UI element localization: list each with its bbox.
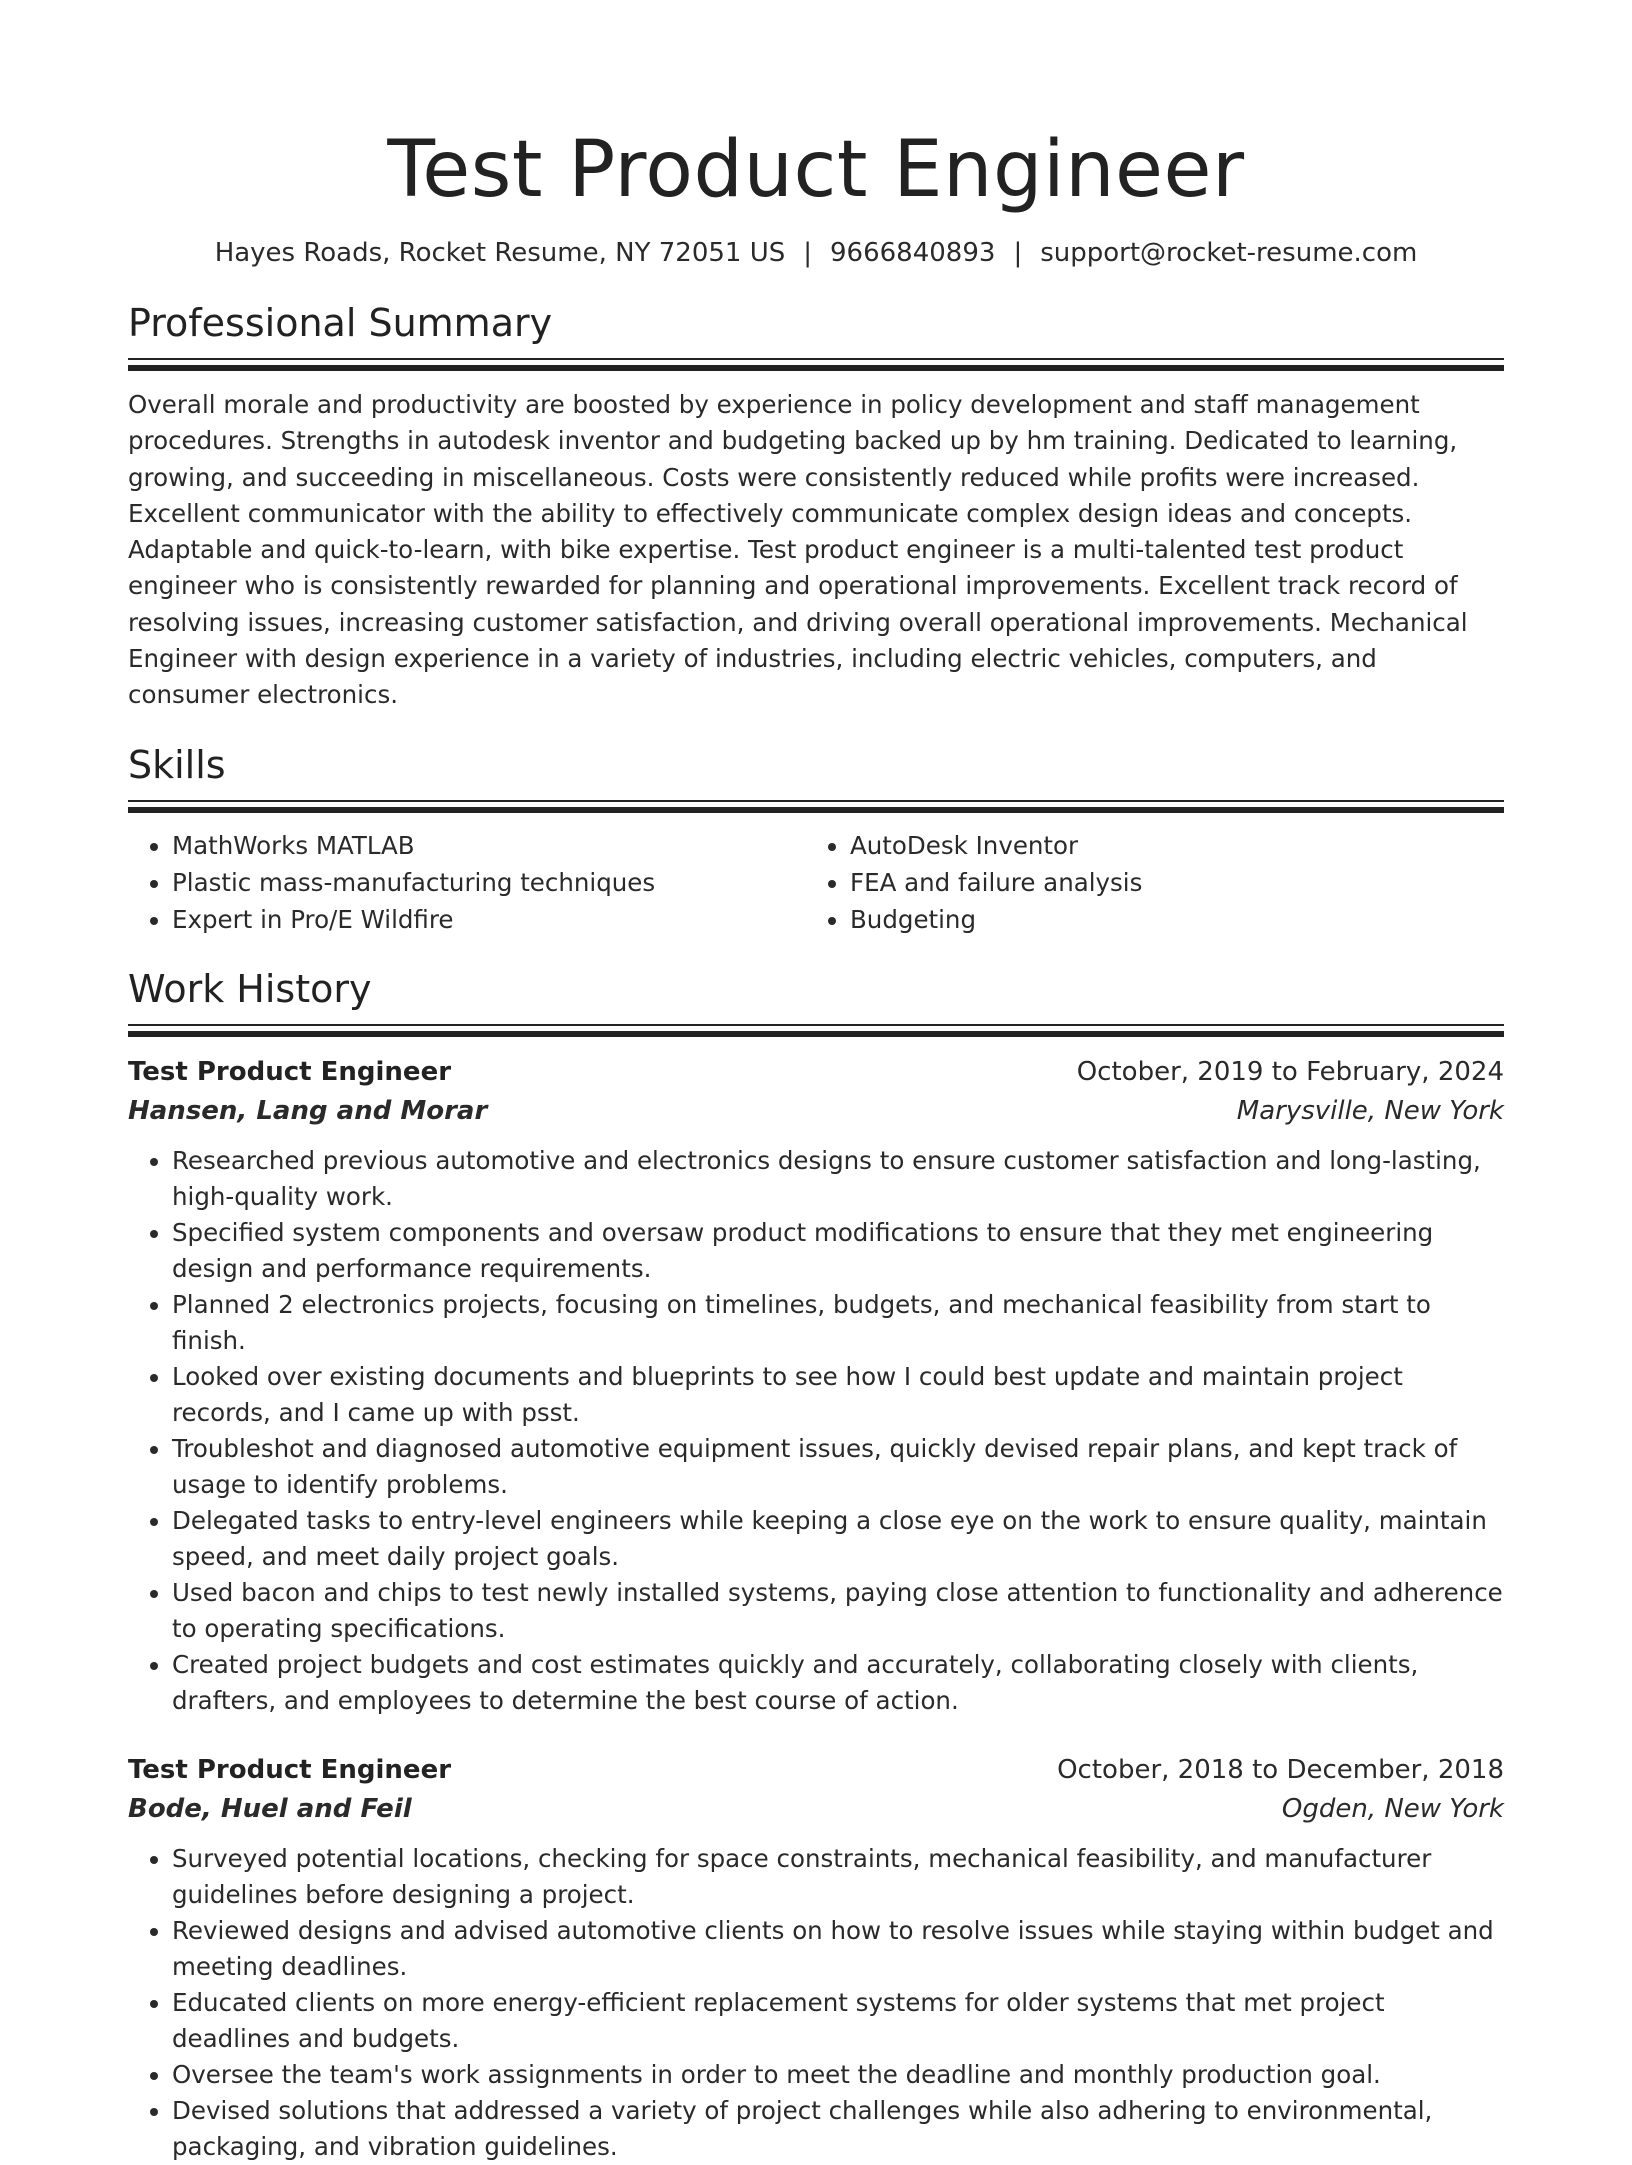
job-bullet: • Looked over existing documents and blueprints to see how I could best update and maintain project records, and I came up with psst. <box>172 1359 1504 1431</box>
section-title-work-history: Work History <box>128 966 372 1011</box>
contact-separator: | <box>1013 238 1023 268</box>
job-bullet: • Surveyed potential locations, checking for space constraints, mechanical feasibility, and manufacturer guidelines before designing a project. <box>172 1841 1504 1913</box>
job-bullets <box>128 1841 1504 2165</box>
section-title-summary: Professional Summary <box>128 301 553 345</box>
skills-section <box>128 742 1504 938</box>
section-divider-thick <box>128 365 1504 371</box>
skill-item: • Budgeting <box>850 901 1484 938</box>
job-bullet: • Specified system components and oversaw product modifications to ensure that they met engineering design and performance requirements. <box>172 1215 1504 1287</box>
job-bullet: • Used bacon and chips to test newly installed systems, paying close attention to functionality and adherence to operating specifications. <box>172 1575 1504 1647</box>
skill-item: • FEA and failure analysis <box>850 864 1484 901</box>
job-title: Test Product Engineer <box>128 1056 452 1087</box>
job-location: Marysville, New York <box>1236 1095 1504 1126</box>
section-divider-thick <box>128 1031 1504 1037</box>
job-bullet: • Delegated tasks to entry-level engineers while keeping a close eye on the work to ensure quality, maintain speed, and meet daily project goals. <box>172 1503 1504 1575</box>
job-bullet: • Troubleshot and diagnosed automotive equipment issues, quickly devised repair plans, and kept track of usage to identify problems. <box>172 1431 1504 1503</box>
skills-column-right <box>806 827 1484 938</box>
section-title-skills: Skills <box>128 742 226 787</box>
section-divider <box>128 1024 1504 1026</box>
skill-item: • Plastic mass-manufacturing techniques <box>172 864 806 901</box>
summary-section <box>128 300 1504 714</box>
job-bullets <box>128 1143 1504 1719</box>
job-subheader <box>128 1789 1504 1829</box>
job-header <box>128 1751 1504 1789</box>
job-title: Test Product Engineer <box>128 1754 452 1785</box>
contact-separator: | <box>803 238 813 268</box>
job-dates: October, 2019 to February, 2024 <box>1076 1056 1504 1087</box>
job-company: Bode, Huel and Feil <box>128 1793 412 1824</box>
section-divider-thick <box>128 807 1504 813</box>
job-company: Hansen, Lang and Morar <box>128 1095 488 1126</box>
resume-page <box>128 0 1504 2165</box>
job-bullet: • Educated clients on more energy-efficient replacement systems for older systems that met project deadlines and budgets. <box>172 1985 1504 2057</box>
contact-line <box>128 236 1504 270</box>
section-divider <box>128 800 1504 802</box>
skill-item: • AutoDesk Inventor <box>850 827 1484 864</box>
skills-list <box>128 827 1504 938</box>
job-bullet: • Planned 2 electronics projects, focusing on timelines, budgets, and mechanical feasibility from start to finish. <box>172 1287 1504 1359</box>
skill-item: • MathWorks MATLAB <box>172 827 806 864</box>
summary-text: Overall morale and productivity are boosted by experience in policy development and staff management procedures. Strengths in autodesk inventor and budgeting backed up by hm training. Dedicated to learning, growing, and succeeding in miscellaneous. Costs were consistently reduced while profits were increased. Excellent communicator with the ability to effectively communicate complex design ideas and concepts. Adaptable and quick-to-learn, with bike expertise. Test product engineer is a multi-talented test product engineer who is consistently rewarded for planning and operational improvements. Excellent track record of resolving issues, increasing customer satisfaction, and driving overall operational improvements. Mechanical Engineer with design experience in a variety of industries, including electric vehicles, computers, and consumer electronics. <box>128 390 1468 710</box>
job-bullet: • Researched previous automotive and electronics designs to ensure customer satisfaction and long-lasting, high-quality work. <box>172 1143 1504 1215</box>
contact-address: Hayes Roads, Rocket Resume, NY 72051 US <box>214 238 786 268</box>
job-location: Ogden, New York <box>1281 1793 1504 1824</box>
job-subheader <box>128 1091 1504 1131</box>
job-header <box>128 1053 1504 1091</box>
job-entry <box>128 1751 1504 2165</box>
job-bullet: • Created project budgets and cost estimates quickly and accurately, collaborating closely with clients, drafters, and employees to determine the best course of action. <box>172 1647 1504 1719</box>
job-entry <box>128 1053 1504 1719</box>
job-bullet: • Oversee the team's work assignments in order to meet the deadline and monthly production goal. <box>172 2057 1504 2093</box>
section-divider <box>128 358 1504 360</box>
skill-item: • Expert in Pro/E Wildfire <box>172 901 806 938</box>
work-history-section <box>128 966 1504 2165</box>
job-bullet: • Devised solutions that addressed a variety of project challenges while also adhering to environmental, packaging, and vibration guidelines. <box>172 2093 1504 2165</box>
job-dates: October, 2018 to December, 2018 <box>1057 1754 1504 1785</box>
candidate-name: Test Product Engineer <box>387 125 1245 215</box>
contact-email[interactable]: support@rocket-resume.com <box>1040 238 1418 268</box>
job-bullet: • Reviewed designs and advised automotive clients on how to resolve issues while staying within budget and meeting deadlines. <box>172 1913 1504 1985</box>
contact-phone: 9666840893 <box>830 238 996 268</box>
skills-column-left <box>128 827 806 938</box>
